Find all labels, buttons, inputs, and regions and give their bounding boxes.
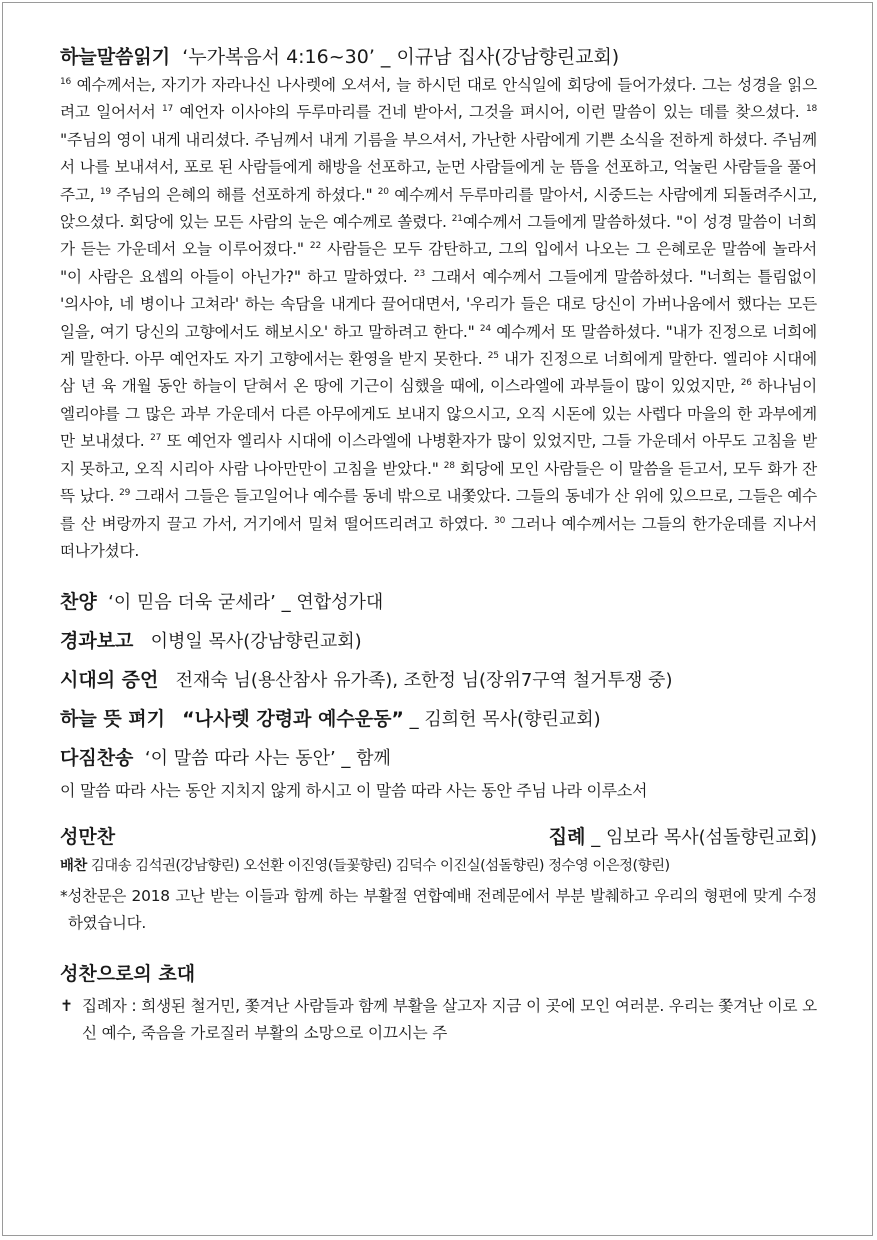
pledge-row: [60, 739, 817, 778]
hymn-text: ‘이 믿음 더욱 굳세라’ _ 연합성가대: [108, 592, 384, 614]
verse-text: 회당에 모인 사람들은 이 말씀을 듣고서, 모두 화가 잔뜩 났다.: [60, 459, 817, 506]
verse-text: 예수께서는, 자기가 자라나신 나사렛에 오셔서, 늘 하시던 대로 안식일에 회당에 들어가셨다. 그는 성경을 읽으려고 일어서서: [60, 76, 817, 122]
sermon-text: _ 김희헌 목사(향린교회): [409, 709, 601, 731]
verse-text: 예수께서 또 말씀하셨다. "내가 진정으로 너희에게 말한다. 아무 예언자도 자기 고향에서는 환영을 받지 못한다.: [60, 322, 817, 369]
invitation-text: 집례자 : 희생된 철거민, 쫓겨난 사람들과 함께 부활을 살고자 지금 이 곳에 모인 여러분. 우리는 쫓겨난 이로 오신 예수, 죽음을 가로질러 부활의 소망으로 이끄시는 주: [82, 997, 817, 1043]
verse-number: 26: [740, 378, 752, 389]
verse-text: 또 예언자 엘리사 시대에 이스라엘에 나병환자가 많이 있었지만, 그들 가운데서 아무도 고침을 받지 못하고, 오직 시리아 사람 나아만만이 고침을 받았다.": [60, 432, 818, 478]
reading-heading: [60, 42, 817, 72]
sermon-title: “나사렛 강령과 예수운동”: [182, 708, 404, 731]
verse-text: 사람들은 모두 감탄하고, 그의 입에서 나오는 그 은혜로운 말씀에 놀라서 "이 사람은 요셉의 아들이 아닌가?" 하고 말하였다.: [60, 240, 817, 286]
verse-text: 하나님이 엘리야를 그 많은 과부 가운데서 다른 아무에게도 보내지 않으시고, 오직 시돈에 있는 사렙다 마을의 한 과부에게만 보내셨다.: [60, 377, 817, 451]
hymn-label: 찬양: [60, 591, 97, 614]
verse-number: 28: [443, 460, 455, 471]
pledge-label: 다짐찬송: [60, 747, 134, 770]
servers-text: 김대송 김석권(강남향린) 오선환 이진영(들꽃향린) 김덕수 이진실(섬돌향린) 정수영 이은정(향린): [90, 858, 670, 875]
servers-label: 배찬: [60, 858, 87, 875]
scripture-text: [60, 72, 817, 565]
cross-icon: ✝: [60, 997, 74, 1016]
verse-number: 16: [60, 76, 72, 87]
pledge-lyrics: 이 말씀 따라 사는 동안 지치지 않게 하시고 이 말씀 따라 사는 동안 주님 나라 이루소서: [60, 781, 648, 801]
presider: [549, 822, 817, 853]
servers-row: [60, 853, 817, 879]
sermon-label: 하늘 뜻 펴기: [60, 708, 165, 731]
verse-text: "주님의 영이 내게 내리셨다. 주님께서 내게 기름을 부으셔서, 가난한 사람에게 기쁜 소식을 전하게 하셨다. 주님께서 나를 보내셔서, 포로 된 사람들에게 해방을 선포하고, 눈먼 사람들에게 눈 뜸을 선포하고, 억눌린 사람들을 풀어 주고,: [60, 130, 817, 204]
verse-number: 19: [99, 186, 111, 197]
report-text: 이병일 목사(강남향린교회): [150, 631, 362, 653]
verse-number: 30: [494, 515, 506, 526]
verse-number: 18: [805, 104, 817, 115]
witness-label: 시대의 증언: [60, 669, 159, 692]
verse-number: 25: [487, 350, 499, 361]
verse-number: 17: [162, 104, 174, 115]
verse-number: 22: [309, 241, 321, 252]
witness-text: 전재숙 님(용산참사 유가족), 조한정 님(장위7구역 철거투쟁 중): [175, 670, 673, 692]
verse-number: 23: [413, 268, 426, 279]
verse-text: 그래서 그들은 들고일어나 예수를 동네 밖으로 내쫓았다. 그들의 동네가 산 위에 있으므로, 그들은 예수를 산 벼랑까지 끌고 가서, 거기에서 밀쳐 떨어뜨리려고 하였다.: [60, 487, 817, 533]
report-row: [60, 622, 817, 661]
verse-number: 29: [119, 487, 131, 498]
reading-reader: _ 이규남 집사(강남향린교회): [380, 46, 620, 68]
reading-title: ‘누가복음서 4:16~30’: [182, 46, 375, 68]
verse-text: 그래서 예수께서 그들에게 말씀하셨다. "너희는 틀림없이 '의사야, 네 병이나 고쳐라' 하는 속담을 내게다 끌어대면서, '우리가 들은 대로 당신이 가버나움에서 했다는 모든 일을, 여기 당신의 고향에서도 해보시오' 하고 말하려고 한다.": [60, 267, 818, 341]
verse-number: 24: [479, 323, 491, 334]
verse-number: 21: [451, 213, 463, 224]
verse-text: 예언자 이사야의 두루마리를 건네 받아서, 그것을 펴시어, 이런 말씀이 있는 데를 찾으셨다.: [173, 103, 806, 122]
invitation-block: [60, 993, 817, 1047]
reading-label: 하늘말씀읽기: [60, 46, 171, 68]
communion-header: [60, 822, 817, 853]
verse-text: 내가 진정으로 너희에게 말한다. 엘리야 시대에 삼 년 육 개월 동안 하늘이 닫혀서 온 땅에 기근이 심했을 때에, 이스라엘에 과부들이 많이 있었지만,: [60, 350, 817, 396]
verse-text: 예수께서 두루마리를 말아서, 시중드는 사람에게 되돌려주시고, 앉으셨다. 회당에 있는 모든 사람의 눈은 예수께로 쏠렸다.: [60, 185, 817, 232]
hymn-row: [60, 583, 817, 622]
pledge-text: ‘이 말씀 따라 사는 동안’ _ 함께: [144, 748, 391, 770]
verse-number: 27: [150, 433, 162, 444]
liturgy-note: *성찬문은 2018 고난 받는 이들과 함께 하는 부활절 연합예배 전례문에서 부분 발췌하고 우리의 형편에 맞게 수정하였습니다.: [60, 887, 817, 933]
verse-text: 그러나 예수께서는 그들의 한가운데를 지나서 떠나가셨다.: [60, 514, 817, 560]
sermon-row: [60, 700, 817, 739]
verse-text: 예수께서 그들에게 말씀하셨다. "이 성경 말씀이 너희가 듣는 가운데서 오늘 이루어졌다.": [60, 213, 818, 259]
presider-label: 집례: [548, 826, 586, 849]
presider-text: _ 임보라 목사(섬돌향린교회): [591, 827, 817, 849]
invitation-title: 성찬으로의 초대: [60, 963, 196, 986]
communion-label: 성만찬: [60, 826, 116, 849]
report-label: 경과보고: [60, 630, 134, 653]
verse-number: 20: [377, 186, 389, 197]
witness-row: [60, 661, 817, 700]
verse-text: 주님의 은혜의 해를 선포하게 하셨다.": [110, 185, 378, 204]
bulletin-page: [60, 42, 817, 1047]
